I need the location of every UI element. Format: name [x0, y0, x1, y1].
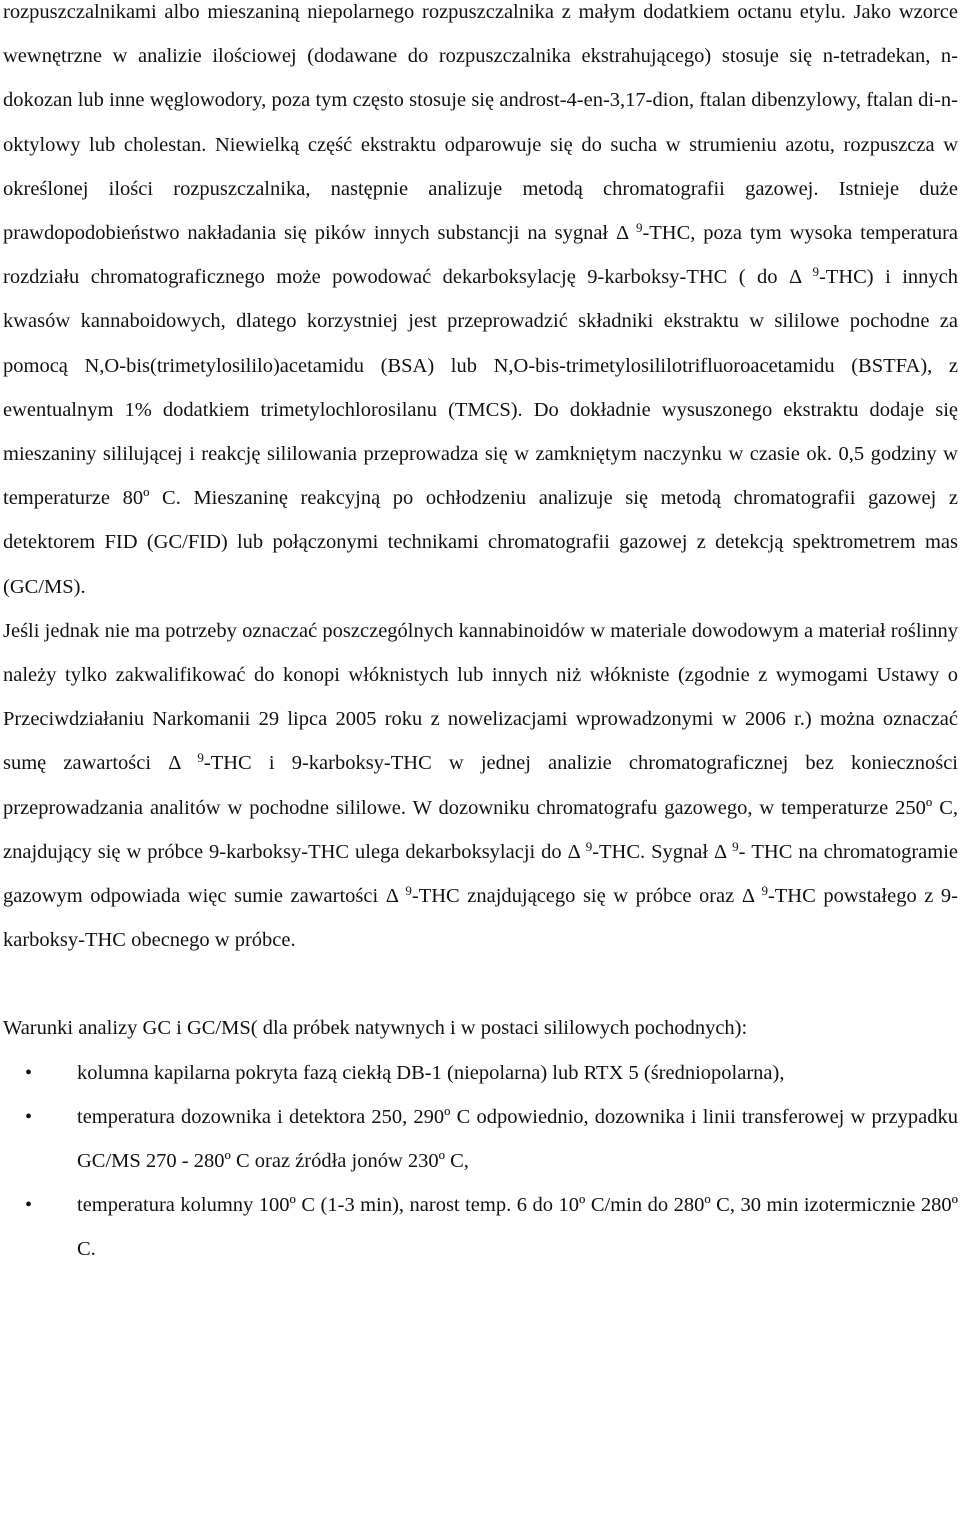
paragraph-2-text-a: Jeśli jednak nie ma potrzeby oznaczać poszczególnych kannabinoidów w materiale dowodowym a materiał roślinny należy tylko zakwalifikować do konopi włóknistych lub innych niż włókniste (zgodnie z wymogami Ustawy o Przeciwdziałaniu Narkomanii 29 lipca 2005 roku z nowelizacjami wprowadzonymi w 2006 r.) można oznaczać sumę zawartości	[3, 619, 958, 775]
list-item-text: temperatura kolumny 100º C (1-3 min), narost temp. 6 do 10º C/min do 280º C, 30 min izotermicznie 280º C.	[77, 1194, 958, 1261]
delta-symbol: Δ	[385, 885, 398, 908]
paragraph-2-text-d: - THC na chromatogramie gazowym odpowiada więc sumie zawartości	[3, 840, 959, 908]
superscript-nine: 9	[635, 220, 643, 236]
delta-symbol: Δ	[567, 840, 580, 863]
list-item-text: kolumna kapilarna pokryta fazą ciekłą DB-1 (niepolarna) lub RTX 5 (średniopolarna),	[77, 1061, 785, 1084]
blank-line	[3, 962, 958, 1006]
paragraph-extraction-derivatization	[3, 0, 958, 609]
list-item	[3, 1095, 958, 1183]
superscript-nine: 9	[732, 838, 739, 854]
paragraph-1-text-b: -THC, poza tym wysoka temperatura rozdziału chromatograficznego może powodować dekarboksylację 9-karboksy-THC ( do	[3, 222, 959, 289]
bullet-icon: •	[25, 1061, 33, 1084]
superscript-nine: 9	[405, 883, 412, 899]
delta-symbol: Δ	[788, 266, 802, 289]
paragraph-1-text-a: rozpuszczalnikami albo mieszaniną niepolarnego rozpuszczalnika z małym dodatkiem octanu etylu. Jako wzorce wewnętrzne w analizie ilościowej (dodawane do rozpuszczalnika ekstrahującego) stosuje się n-tetradekan, n-dokozan lub inne węglowodory, poza tym często stosuje się androst-4-en-3,17-dion, ftalan dibenzylowy, ftalan di-n-oktylowy lub cholestan. Niewielką część ekstraktu odparowuje się do sucha w strumieniu azotu, rozpuszcza w określonej ilości rozpuszczalnika, następnie analizuje metodą chromatografii gazowej. Istnieje duże prawdopodobieństwo nakładania się pików innych substancji na sygnał	[3, 1, 958, 245]
paragraph-2-text-e: -THC znajdującego się w próbce oraz	[411, 885, 742, 908]
list-item-text: temperatura dozownika i detektora 250, 290º C odpowiednio, dozownika i linii transferowej w przypadku GC/MS 270 - 280º C oraz źródła jonów 230º C,	[77, 1105, 958, 1173]
paragraph-sum-determination	[3, 609, 958, 963]
delta-symbol: Δ	[741, 885, 754, 908]
conditions-list	[3, 1051, 958, 1272]
superscript-nine: 9	[812, 264, 819, 280]
superscript-nine: 9	[197, 750, 204, 766]
delta-symbol: Δ	[616, 222, 629, 245]
paragraph-2-text-b: -THC i 9-karboksy-THC w jednej analizie chromatograficznej bez konieczności przeprowadzania analitów w pochodne sililowe. W dozowniku chromatografu gazowego, w temperaturze 250º C, znajdujący się w próbce 9-karboksy-THC ulega dekarboksylacji do	[3, 752, 959, 863]
list-item	[3, 1183, 958, 1271]
superscript-nine: 9	[585, 838, 593, 854]
paragraph-1-text-c: -THC) i innych kwasów kannaboidowych, dlatego korzystniej jest przeprowadzić składniki ekstraktu w sililowe pochodne za pomocą N,O-bis(trimetylosililo)acetamidu (BSA) lub N,O-bis-trimetylosililotrifluoroacetamidu (BSTFA), z ewentualnym 1% dodatkiem trimetylochlorosilanu (TMCS). Do dokładnie wysuszonego ekstraktu dodaje się mieszaniny sililującej i reakcję sililowania przeprowadza się w zamkniętym naczynku w czasie ok. 0,5 godziny w temperaturze 80º C. Mieszaninę reakcyjną po ochłodzeniu analizuje się metodą chromatografii gazowej z detektorem FID (GC/FID) lub połączonymi technikami chromatografii gazowej z detekcją spektrometrem mas (GC/MS).	[3, 266, 959, 598]
conditions-heading: Warunki analizy GC i GC/MS( dla próbek natywnych i w postaci sililowych pochodnych):	[3, 1017, 748, 1040]
delta-symbol: Δ	[168, 752, 181, 775]
delta-symbol: Δ	[714, 840, 727, 863]
superscript-nine: 9	[761, 883, 768, 899]
list-item	[3, 1051, 958, 1095]
paragraph-2-text-c: -THC. Sygnał	[592, 840, 715, 863]
bullet-icon: •	[25, 1105, 33, 1128]
bullet-icon: •	[25, 1194, 33, 1217]
paragraph-2-text-f: -THC powstałego z 9-karboksy-THC obecnego w próbce.	[3, 885, 959, 952]
